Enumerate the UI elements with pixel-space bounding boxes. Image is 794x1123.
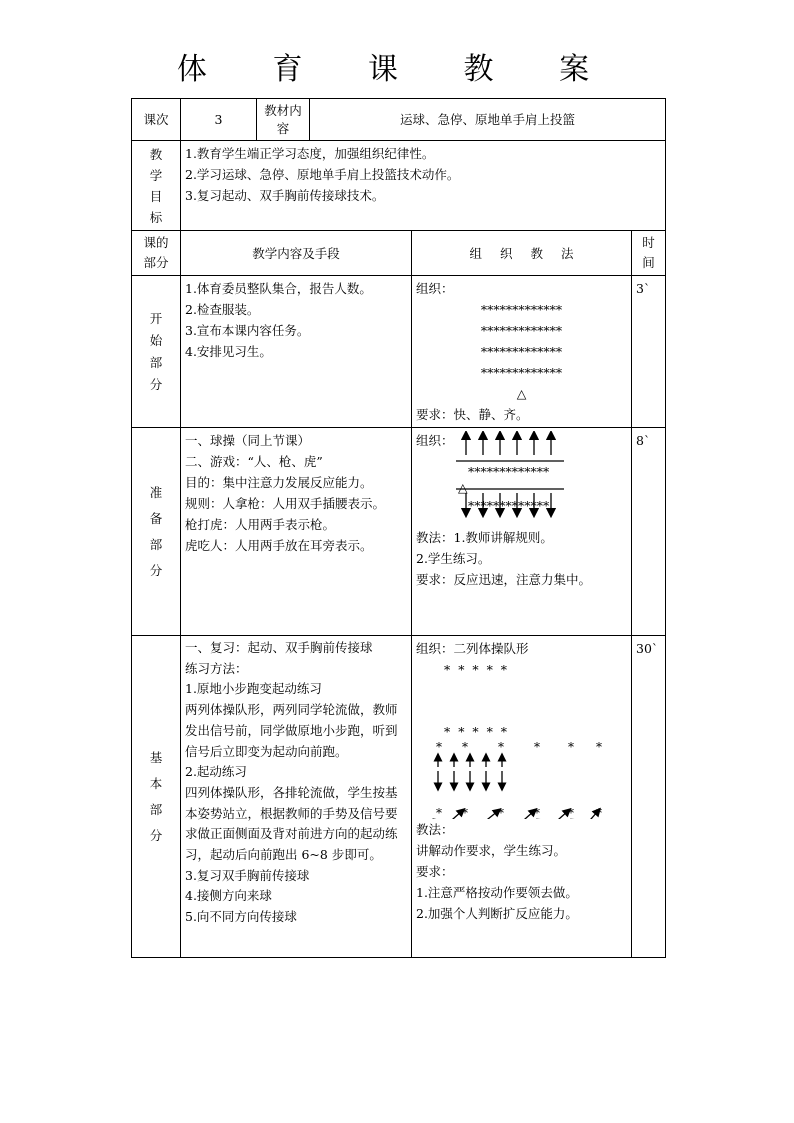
content-line: 规则：人拿枪：人用双手插腰表示。 xyxy=(185,496,386,511)
method-line: 要求： xyxy=(416,864,454,879)
content-line: 两列体操队形，两列同学轮流做，教师发出信号前，同学做原地小步跑，听到信号后立即变为起动向前跑。 xyxy=(185,702,398,759)
svg-text:*: * xyxy=(568,740,574,754)
objectives-list xyxy=(181,141,666,231)
lesson-label: 课次 xyxy=(132,99,181,141)
student-row: * * * * * xyxy=(444,724,508,739)
content-line: 5.向不同方向传接球 xyxy=(185,909,297,925)
student-row: ************* xyxy=(468,498,550,513)
section-label-basic: 基本部分 xyxy=(132,636,181,958)
student-row: ************* xyxy=(480,302,563,317)
svg-text:*: * xyxy=(462,740,468,754)
method-line: 要求：反应迅速，注意力集中。 xyxy=(416,572,592,587)
content-line: 一、复习：起动、双手胸前传接球 xyxy=(185,640,373,655)
content-line: 2.检查服装。 xyxy=(185,302,260,317)
drill-diagram-arrows xyxy=(416,659,628,819)
teacher-marker: △ xyxy=(516,386,527,401)
svg-text:*: * xyxy=(534,806,540,819)
start-content xyxy=(181,276,412,428)
svg-text:*: * xyxy=(436,806,442,819)
column-method: 组 织 教 法 xyxy=(412,231,632,276)
basic-time: 30` xyxy=(632,636,666,958)
svg-text:*: * xyxy=(596,740,602,754)
org-label: 组织：二列体操队形 xyxy=(416,641,529,656)
basic-method xyxy=(412,636,632,958)
content-line: 3.宣布本课内容任务。 xyxy=(185,323,310,338)
start-time: 3` xyxy=(632,276,666,428)
content-line: 二、游戏：“人、枪、虎” xyxy=(185,454,323,469)
drill-diagram xyxy=(416,659,627,819)
student-row: ************* xyxy=(480,344,563,359)
svg-text:*: * xyxy=(568,806,574,819)
content-line: 一、球操（同上节课） xyxy=(185,433,311,448)
prep-time: 8` xyxy=(632,428,666,636)
svg-text:*: * xyxy=(498,806,504,819)
game-diagram xyxy=(416,431,627,519)
page-title: 体 育 课 教 案 xyxy=(176,52,618,87)
content-line: 2.起动练习 xyxy=(185,764,247,780)
section-label-start: 开始部分 xyxy=(132,276,181,428)
student-row: ************* xyxy=(480,323,563,338)
material-label: 教材内容 xyxy=(257,99,310,141)
objectives-label: 教学目标 xyxy=(132,141,181,231)
requirement: 要求：快、静、齐。 xyxy=(416,407,529,422)
method-line: 1.注意严格按动作要领去做。 xyxy=(416,885,578,900)
content-line: 枪打虎：人用两手表示枪。 xyxy=(185,517,336,532)
student-row: ************* xyxy=(480,365,563,380)
column-content: 教学内容及手段 xyxy=(181,231,412,276)
material-value: 运球、急停、原地单手肩上投篮 xyxy=(310,99,666,141)
svg-text:*: * xyxy=(498,740,504,754)
objective-item: 1.教育学生端正学习态度，加强组织纪律性。 xyxy=(185,146,435,161)
svg-text:*: * xyxy=(534,740,540,754)
column-part: 课的部分 xyxy=(132,231,181,276)
objective-item: 3.复习起动、双手胸前传接球技术。 xyxy=(185,188,385,203)
lesson-plan-table xyxy=(131,98,666,958)
content-line: 练习方法： xyxy=(185,660,248,676)
content-line: 1.原地小步跑变起动练习 xyxy=(185,681,322,697)
content-line: 3.复习双手胸前传接球 xyxy=(185,867,310,883)
method-line: 讲解动作要求，学生练习。 xyxy=(416,843,567,858)
teacher-marker: △ xyxy=(458,480,468,495)
method-line: 2.学生练习。 xyxy=(416,551,491,566)
column-time: 时间 xyxy=(632,231,666,276)
svg-text:*: * xyxy=(596,806,602,819)
content-line: 4.安排见习生。 xyxy=(185,344,272,359)
student-row: ************* xyxy=(468,464,550,479)
content-line: 4.接侧方向来球 xyxy=(185,888,272,904)
start-method xyxy=(412,276,632,428)
org-label: 组织： xyxy=(416,433,454,448)
method-line: 教法：1.教师讲解规则。 xyxy=(416,530,553,545)
content-line: 四列体操队形，各排轮流做，学生按基本姿势站立，根据教师的手势及信号要求做正面侧面及背对前进方向的起动练习，起动后向前跑出 6~8 步即可。 xyxy=(185,784,398,863)
content-line: 虎吃人：人用两手放在耳旁表示。 xyxy=(185,538,373,553)
section-label-prep: 准备部分 xyxy=(132,428,181,636)
student-row: * * * * * xyxy=(444,662,508,677)
svg-text:*: * xyxy=(436,740,442,754)
svg-text:*: * xyxy=(462,806,468,819)
org-label: 组织： xyxy=(416,281,454,296)
prep-content xyxy=(181,428,412,636)
method-line: 2.加强个人判断扩反应能力。 xyxy=(416,906,578,921)
prep-method xyxy=(412,428,632,636)
content-line: 1.体育委员整队集合，报告人数。 xyxy=(185,281,372,296)
content-line: 目的：集中注意力发展反应能力。 xyxy=(185,475,373,490)
lesson-number: 3 xyxy=(181,99,257,141)
objective-item: 2.学习运球、急停、原地单手肩上投篮技术动作。 xyxy=(185,167,460,182)
basic-content xyxy=(181,636,412,958)
method-line: 教法： xyxy=(416,822,454,837)
